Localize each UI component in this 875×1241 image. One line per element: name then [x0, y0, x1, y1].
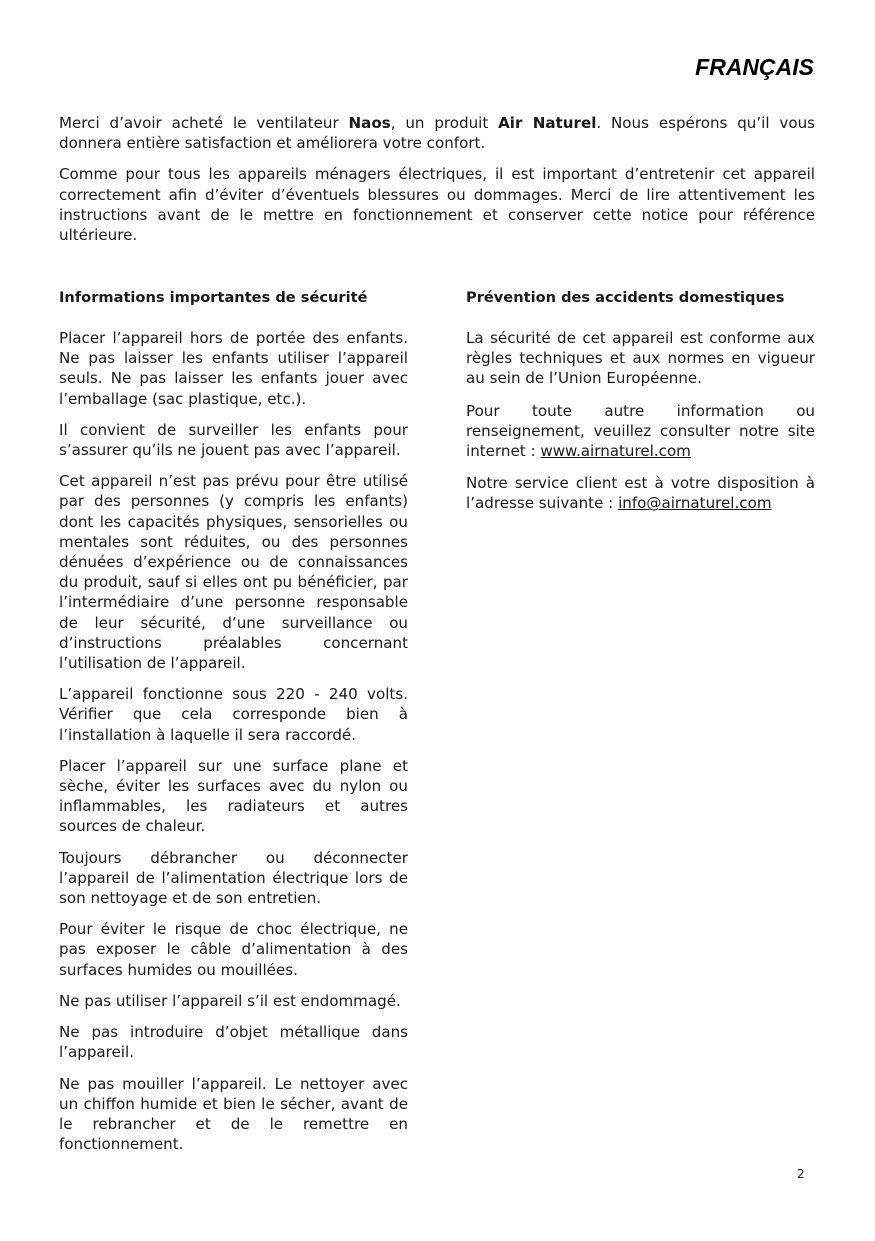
intro-paragraph-thanks — [59, 113, 815, 153]
safety-heading: Informations importantes de sécurité — [59, 289, 368, 306]
prevention-paragraph-email — [466, 473, 815, 513]
prevention-paragraph-compliance: La sécurité de cet appareil est conforme aux règles techniques et aux normes en vigueur au sein de l’Union Européenne. — [466, 329, 815, 388]
safety-column — [59, 288, 408, 1165]
email-text: Notre service client est à votre disposition à l’adresse suivante : — [466, 474, 815, 513]
prevention-heading: Prévention des accidents domestiques — [466, 289, 785, 306]
page-number: 2 — [797, 1167, 805, 1181]
safety-paragraph: Placer l’appareil sur une surface plane et sèche, éviter les surfaces avec du nylon ou inflammables, les radiateurs et autres sources de chaleur. — [59, 756, 408, 836]
prevention-column — [466, 288, 815, 526]
intro-text-3: . Nous espérons qu’il vous donnera entière satisfaction et améliorera votre confort. — [59, 114, 816, 153]
safety-paragraph: Ne pas introduire d’objet métallique dans l’appareil. — [59, 1023, 408, 1062]
intro-text-2: , un produit — [390, 114, 499, 132]
intro-paragraph-maintenance: Comme pour tous les appareils ménagers électriques, il est important d’entretenir cet appareil correctement afin d’éviter d’éventuels blessures ou dommages. Merci de lire attentivement les instructions avant de le mettre en fonctionnement et conserver cette notice pour référence ultérieure. — [59, 165, 815, 245]
intro-text-1: Merci d’avoir acheté le ventilateur — [59, 114, 349, 132]
safety-paragraph: Cet appareil n’est pas prévu pour être utilisé par des personnes (y compris les enfants) dont les capacités physiques, sensorielles ou mentales sont réduites, ou des personnes dénuées d’expérience ou de connaissances du produit, sauf si elles ont pu bénéficier, par l’intermédiaire d’une personne responsable de leur sécurité, d’une surveillance ou d’instructions préalables concernant l’utilisation de l’appareil. — [59, 472, 408, 673]
safety-paragraph: L’appareil fonctionne sous 220 - 240 volts. Vérifier que cela corresponde bien à l’installation à laquelle il sera raccordé. — [59, 685, 408, 744]
intro-section — [59, 113, 815, 256]
email-link[interactable]: info@airnaturel.com — [618, 494, 772, 513]
website-text: Pour toute autre information ou renseignement, veuillez consulter notre site internet : — [466, 401, 815, 461]
language-heading: FRANÇAIS — [695, 54, 814, 80]
safety-paragraph: Il convient de surveiller les enfants pour s’assurer qu’ils ne jouent pas avec l’appareil. — [59, 420, 408, 460]
safety-paragraph: Ne pas mouiller l’appareil. Le nettoyer avec un chiffon humide et bien le sécher, avant de le rebrancher et de le remettre en fonctionnement. — [59, 1074, 408, 1154]
prevention-paragraph-website — [466, 401, 815, 462]
safety-paragraph: Toujours débrancher ou déconnecter l’appareil de l’alimentation électrique lors de son nettoyage et de son entretien. — [59, 848, 408, 908]
safety-paragraph: Placer l’appareil hors de portée des enfants. Ne pas laisser les enfants utiliser l’appareil seuls. Ne pas laisser les enfants jouer avec l’emballage (sac plastique, etc.). — [59, 329, 408, 408]
website-link[interactable]: www.airnaturel.com — [540, 442, 691, 461]
safety-paragraph: Ne pas utiliser l’appareil s’il est endommagé. — [59, 991, 401, 1010]
brand-name: Air Naturel — [498, 114, 597, 132]
product-name: Naos — [348, 114, 391, 132]
safety-paragraph: Pour éviter le risque de choc électrique, ne pas exposer le câble d’alimentation à des surfaces humides ou mouillées. — [59, 920, 408, 979]
